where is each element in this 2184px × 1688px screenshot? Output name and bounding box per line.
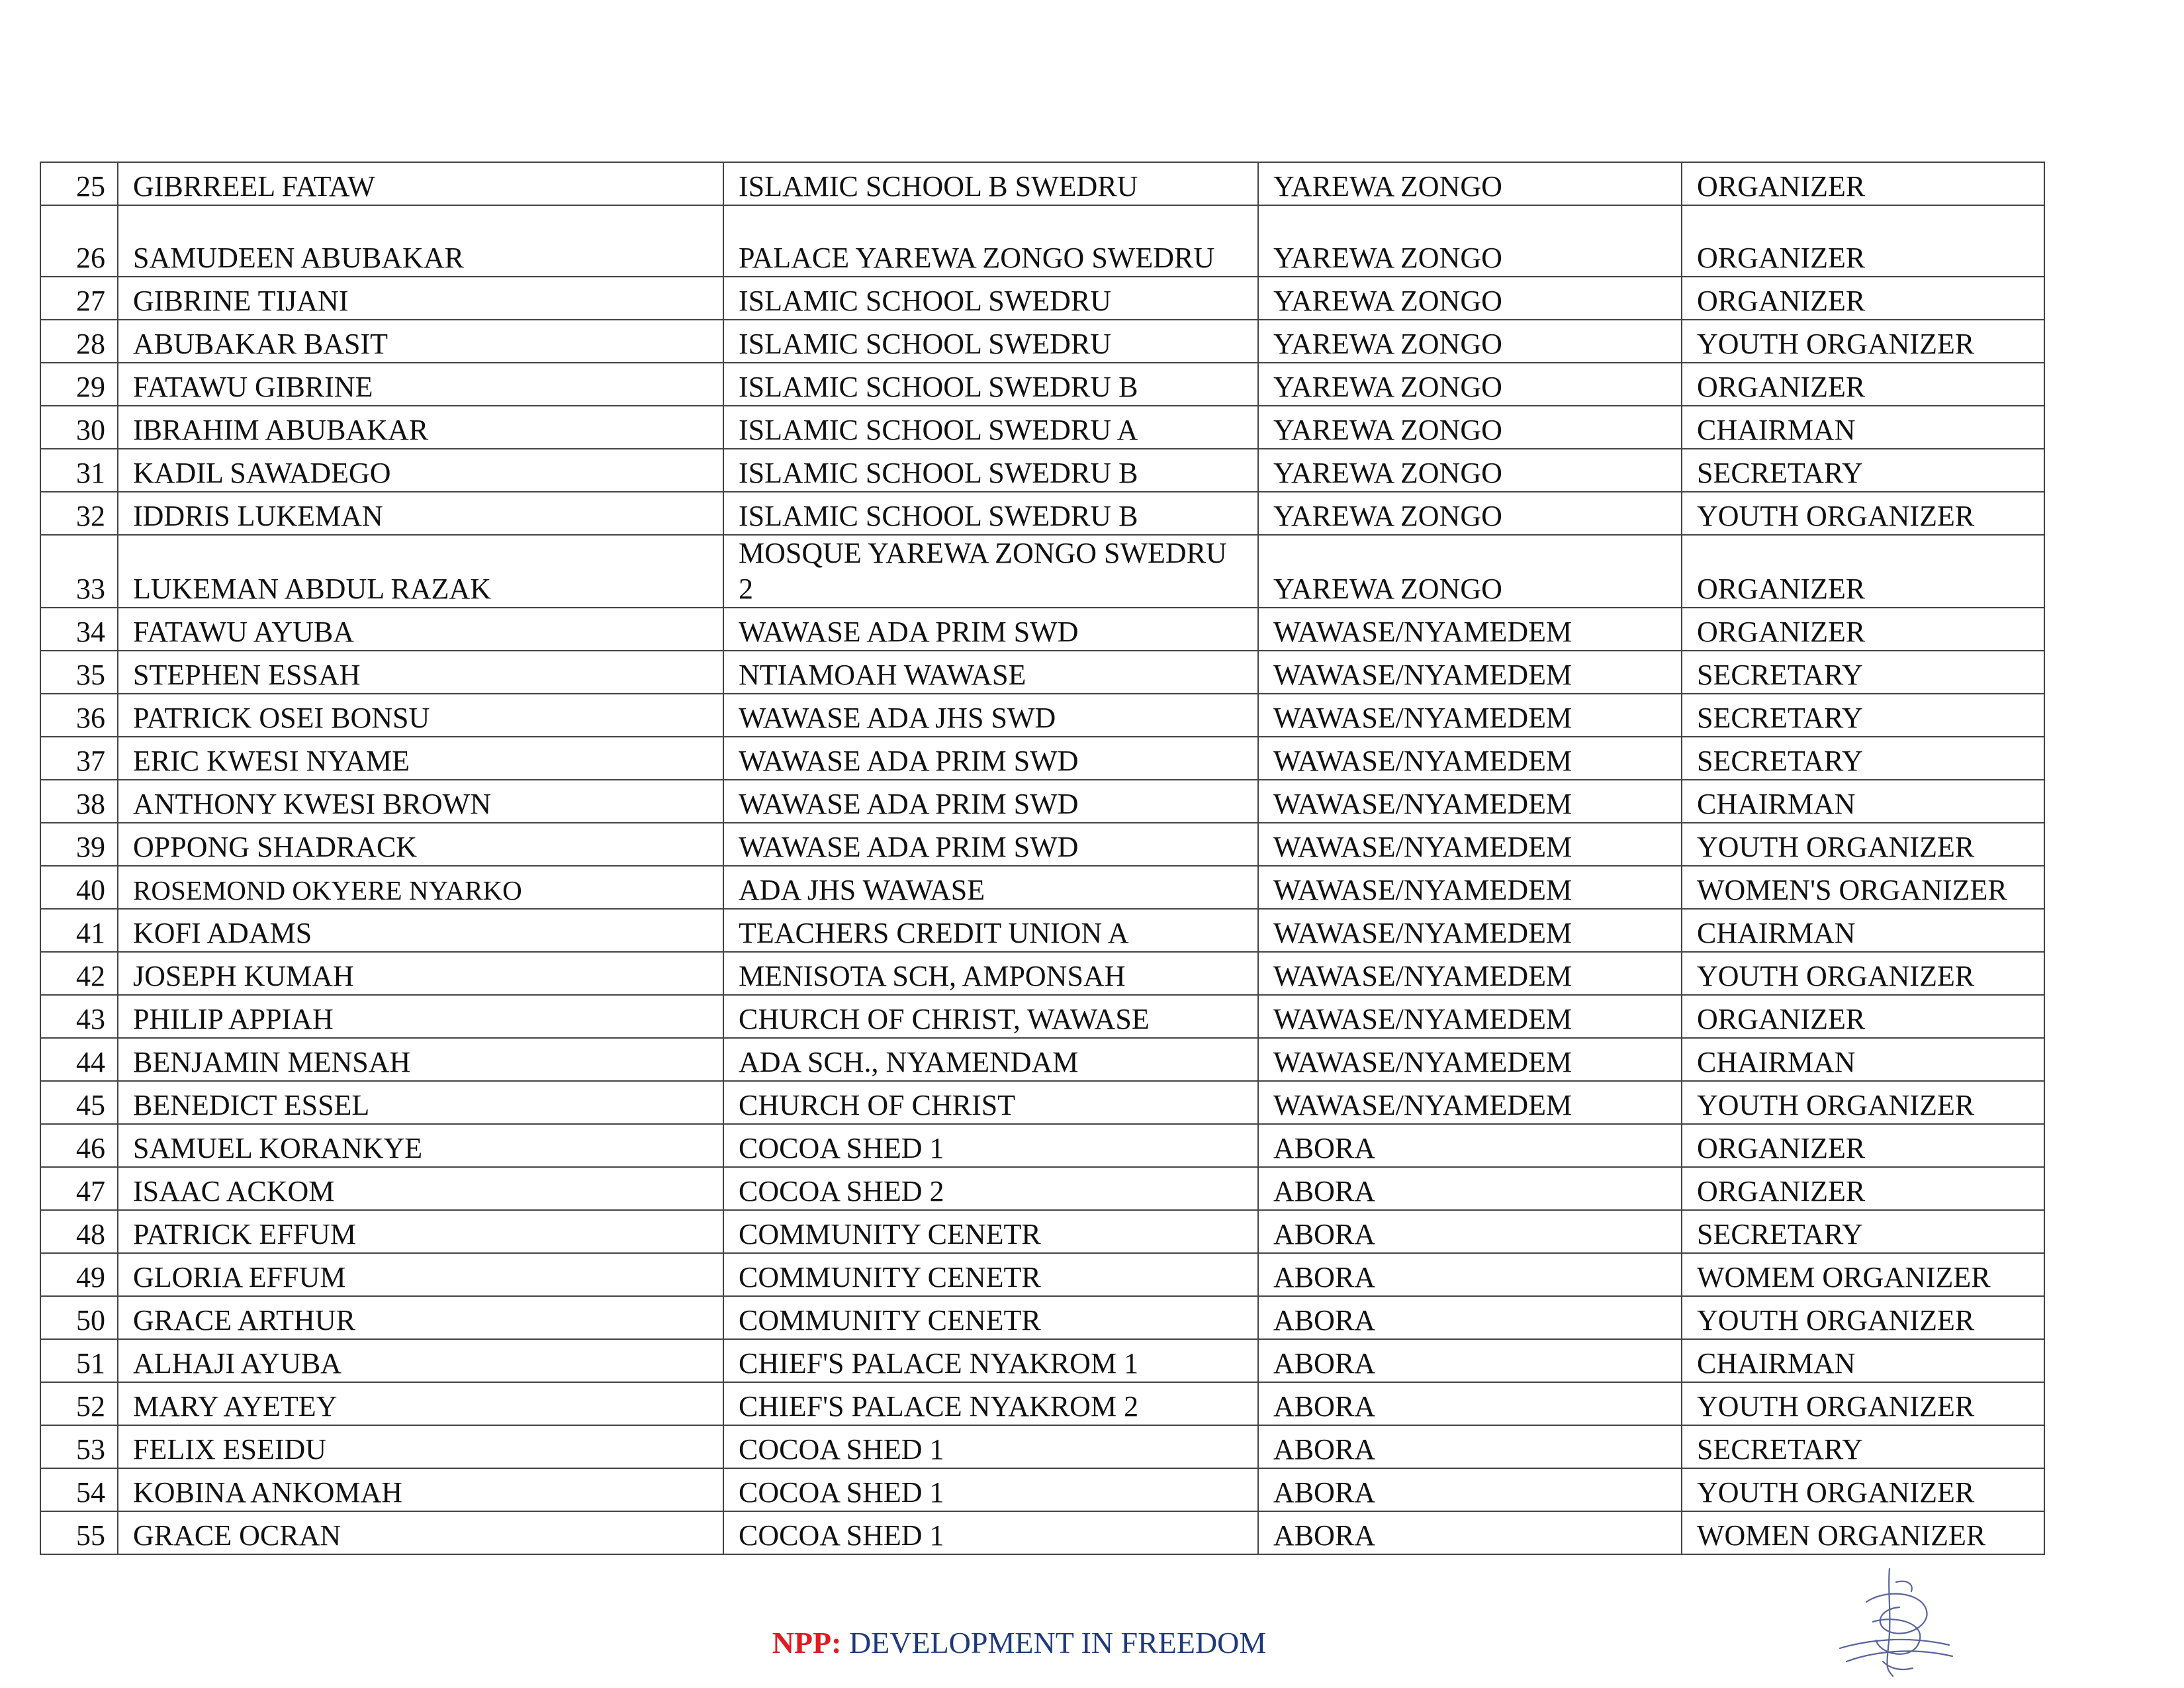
table-row [40,909,2044,952]
row-number: 30 [40,406,118,449]
position-title: ORGANIZER [1682,205,2044,277]
row-number: 40 [40,866,118,909]
row-number: 32 [40,492,118,535]
position-title: YOUTH ORGANIZER [1682,1468,2044,1511]
area-name: WAWASE/NYAMEDEM [1258,1081,1682,1124]
table-row [40,780,2044,823]
table-row [40,449,2044,492]
area-name: WAWASE/NYAMEDEM [1258,780,1682,823]
position-title: SECRETARY [1682,694,2044,737]
polling-station: WAWASE ADA PRIM SWD [723,737,1258,780]
member-name: KADIL SAWADEGO [118,449,723,492]
polling-station: ISLAMIC SCHOOL SWEDRU A [723,406,1258,449]
position-title: YOUTH ORGANIZER [1682,1081,2044,1124]
row-number: 41 [40,909,118,952]
area-name: WAWASE/NYAMEDEM [1258,909,1682,952]
area-name: ABORA [1258,1511,1682,1554]
polling-station: CHIEF'S PALACE NYAKROM 2 [723,1382,1258,1425]
position-title: ORGANIZER [1682,608,2044,651]
area-name: YAREWA ZONGO [1258,535,1682,608]
position-title: WOMEN ORGANIZER [1682,1511,2044,1554]
area-name: WAWASE/NYAMEDEM [1258,651,1682,694]
position-title: ORGANIZER [1682,363,2044,406]
row-number: 44 [40,1038,118,1081]
position-title: WOMEN'S ORGANIZER [1682,866,2044,909]
row-number: 25 [40,162,118,205]
position-title: WOMEM ORGANIZER [1682,1253,2044,1296]
row-number: 43 [40,995,118,1038]
member-name: ANTHONY KWESI BROWN [118,780,723,823]
position-title: ORGANIZER [1682,1124,2044,1167]
member-name: SAMUEL KORANKYE [118,1124,723,1167]
table-row [40,320,2044,363]
position-title: YOUTH ORGANIZER [1682,1296,2044,1339]
table-row [40,1038,2044,1081]
polling-station: COMMUNITY CENETR [723,1253,1258,1296]
row-number: 36 [40,694,118,737]
row-number: 42 [40,952,118,995]
row-number: 35 [40,651,118,694]
member-name: FATAWU GIBRINE [118,363,723,406]
member-name: PATRICK EFFUM [118,1210,723,1253]
table-row [40,1210,2044,1253]
member-name: JOSEPH KUMAH [118,952,723,995]
member-name: GLORIA EFFUM [118,1253,723,1296]
area-name: ABORA [1258,1296,1682,1339]
position-title: ORGANIZER [1682,995,2044,1038]
polling-station: WAWASE ADA PRIM SWD [723,608,1258,651]
table-row [40,492,2044,535]
row-number: 47 [40,1167,118,1210]
position-title: SECRETARY [1682,1425,2044,1468]
row-number: 45 [40,1081,118,1124]
table-row [40,1339,2044,1382]
row-number: 50 [40,1296,118,1339]
polling-station: NTIAMOAH WAWASE [723,651,1258,694]
area-name: YAREWA ZONGO [1258,492,1682,535]
polling-station: MOSQUE YAREWA ZONGO SWEDRU 2 [723,535,1258,608]
row-number: 49 [40,1253,118,1296]
position-title: ORGANIZER [1682,535,2044,608]
table-row [40,823,2044,866]
polling-station: COMMUNITY CENETR [723,1210,1258,1253]
polling-station: WAWASE ADA JHS SWD [723,694,1258,737]
position-title: ORGANIZER [1682,277,2044,320]
area-name: YAREWA ZONGO [1258,320,1682,363]
area-name: ABORA [1258,1167,1682,1210]
member-name: BENEDICT ESSEL [118,1081,723,1124]
area-name: ABORA [1258,1253,1682,1296]
member-name: GRACE ARTHUR [118,1296,723,1339]
area-name: WAWASE/NYAMEDEM [1258,737,1682,780]
row-number: 26 [40,205,118,277]
table-row [40,162,2044,205]
polling-station: CHURCH OF CHRIST [723,1081,1258,1124]
area-name: WAWASE/NYAMEDEM [1258,995,1682,1038]
table-row [40,1124,2044,1167]
table-row [40,406,2044,449]
table-row [40,1511,2044,1554]
table-row [40,535,2044,608]
position-title: SECRETARY [1682,1210,2044,1253]
position-title: SECRETARY [1682,449,2044,492]
party-name: NPP: [772,1626,842,1660]
executives-table-body [40,162,2044,1554]
position-title: CHAIRMAN [1682,780,2044,823]
table-row [40,1081,2044,1124]
polling-station: COCOA SHED 1 [723,1124,1258,1167]
table-row [40,952,2044,995]
table-row [40,995,2044,1038]
position-title: CHAIRMAN [1682,909,2044,952]
member-name: BENJAMIN MENSAH [118,1038,723,1081]
area-name: WAWASE/NYAMEDEM [1258,823,1682,866]
slogan-text: DEVELOPMENT IN FREEDOM [841,1626,1267,1660]
row-number: 52 [40,1382,118,1425]
area-name: ABORA [1258,1339,1682,1382]
member-name: PATRICK OSEI BONSU [118,694,723,737]
table-row [40,608,2044,651]
area-name: ABORA [1258,1210,1682,1253]
table-row [40,737,2044,780]
row-number: 39 [40,823,118,866]
area-name: YAREWA ZONGO [1258,449,1682,492]
area-name: YAREWA ZONGO [1258,277,1682,320]
position-title: SECRETARY [1682,737,2044,780]
row-number: 53 [40,1425,118,1468]
polling-station: COCOA SHED 1 [723,1468,1258,1511]
member-name: ALHAJI AYUBA [118,1339,723,1382]
area-name: WAWASE/NYAMEDEM [1258,866,1682,909]
row-number: 33 [40,535,118,608]
member-name: IBRAHIM ABUBAKAR [118,406,723,449]
area-name: WAWASE/NYAMEDEM [1258,608,1682,651]
position-title: YOUTH ORGANIZER [1682,952,2044,995]
member-name: ISAAC ACKOM [118,1167,723,1210]
table-row [40,1468,2044,1511]
member-name: ABUBAKAR BASIT [118,320,723,363]
member-name: LUKEMAN ABDUL RAZAK [118,535,723,608]
member-name: KOBINA ANKOMAH [118,1468,723,1511]
position-title: ORGANIZER [1682,1167,2044,1210]
area-name: ABORA [1258,1382,1682,1425]
polling-station: ISLAMIC SCHOOL SWEDRU B [723,363,1258,406]
row-number: 37 [40,737,118,780]
position-title: CHAIRMAN [1682,1339,2044,1382]
member-name: ROSEMOND OKYERE NYARKO [118,866,723,909]
table-row [40,1425,2044,1468]
polling-station: WAWASE ADA PRIM SWD [723,780,1258,823]
area-name: YAREWA ZONGO [1258,162,1682,205]
member-name: SAMUDEEN ABUBAKAR [118,205,723,277]
position-title: CHAIRMAN [1682,1038,2044,1081]
member-name: GIBRREEL FATAW [118,162,723,205]
polling-station: WAWASE ADA PRIM SWD [723,823,1258,866]
polling-station: ADA JHS WAWASE [723,866,1258,909]
polling-station: ISLAMIC SCHOOL SWEDRU [723,320,1258,363]
area-name: ABORA [1258,1124,1682,1167]
row-number: 29 [40,363,118,406]
polling-station: ISLAMIC SCHOOL SWEDRU B [723,492,1258,535]
position-title: YOUTH ORGANIZER [1682,492,2044,535]
table-row [40,363,2044,406]
polling-station: CHURCH OF CHRIST, WAWASE [723,995,1258,1038]
member-name: MARY AYETEY [118,1382,723,1425]
member-name: ERIC KWESI NYAME [118,737,723,780]
polling-station: MENISOTA SCH, AMPONSAH [723,952,1258,995]
polling-station: ISLAMIC SCHOOL SWEDRU [723,277,1258,320]
polling-station: COMMUNITY CENETR [723,1296,1258,1339]
row-number: 55 [40,1511,118,1554]
polling-station: COCOA SHED 2 [723,1167,1258,1210]
polling-station: PALACE YAREWA ZONGO SWEDRU [723,205,1258,277]
table-row [40,1296,2044,1339]
area-name: ABORA [1258,1425,1682,1468]
row-number: 48 [40,1210,118,1253]
row-number: 54 [40,1468,118,1511]
table-row [40,1167,2044,1210]
member-name: PHILIP APPIAH [118,995,723,1038]
polling-station: ISLAMIC SCHOOL B SWEDRU [723,162,1258,205]
table-row [40,205,2044,277]
table-row [40,866,2044,909]
member-name: OPPONG SHADRACK [118,823,723,866]
area-name: ABORA [1258,1468,1682,1511]
polling-station: CHIEF'S PALACE NYAKROM 1 [723,1339,1258,1382]
position-title: SECRETARY [1682,651,2044,694]
polling-station: COCOA SHED 1 [723,1425,1258,1468]
member-name: FATAWU AYUBA [118,608,723,651]
table-row [40,651,2044,694]
row-number: 27 [40,277,118,320]
member-name: GRACE OCRAN [118,1511,723,1554]
member-name: STEPHEN ESSAH [118,651,723,694]
row-number: 31 [40,449,118,492]
table-row [40,1253,2044,1296]
position-title: YOUTH ORGANIZER [1682,823,2044,866]
row-number: 34 [40,608,118,651]
area-name: YAREWA ZONGO [1258,205,1682,277]
row-number: 46 [40,1124,118,1167]
position-title: CHAIRMAN [1682,406,2044,449]
row-number: 28 [40,320,118,363]
table-row [40,694,2044,737]
member-name: GIBRINE TIJANI [118,277,723,320]
row-number: 38 [40,780,118,823]
area-name: YAREWA ZONGO [1258,363,1682,406]
position-title: YOUTH ORGANIZER [1682,320,2044,363]
area-name: WAWASE/NYAMEDEM [1258,952,1682,995]
area-name: YAREWA ZONGO [1258,406,1682,449]
member-name: IDDRIS LUKEMAN [118,492,723,535]
table-row [40,1382,2044,1425]
area-name: WAWASE/NYAMEDEM [1258,1038,1682,1081]
polling-station: TEACHERS CREDIT UNION A [723,909,1258,952]
signature-mark [1827,1562,1959,1681]
executives-table [40,162,2045,1555]
position-title: YOUTH ORGANIZER [1682,1382,2044,1425]
member-name: FELIX ESEIDU [118,1425,723,1468]
polling-station: COCOA SHED 1 [723,1511,1258,1554]
member-name: KOFI ADAMS [118,909,723,952]
area-name: WAWASE/NYAMEDEM [1258,694,1682,737]
row-number: 51 [40,1339,118,1382]
table-row [40,277,2044,320]
position-title: ORGANIZER [1682,162,2044,205]
polling-station: ADA SCH., NYAMENDAM [723,1038,1258,1081]
polling-station: ISLAMIC SCHOOL SWEDRU B [723,449,1258,492]
footer-slogan [0,1625,2038,1660]
